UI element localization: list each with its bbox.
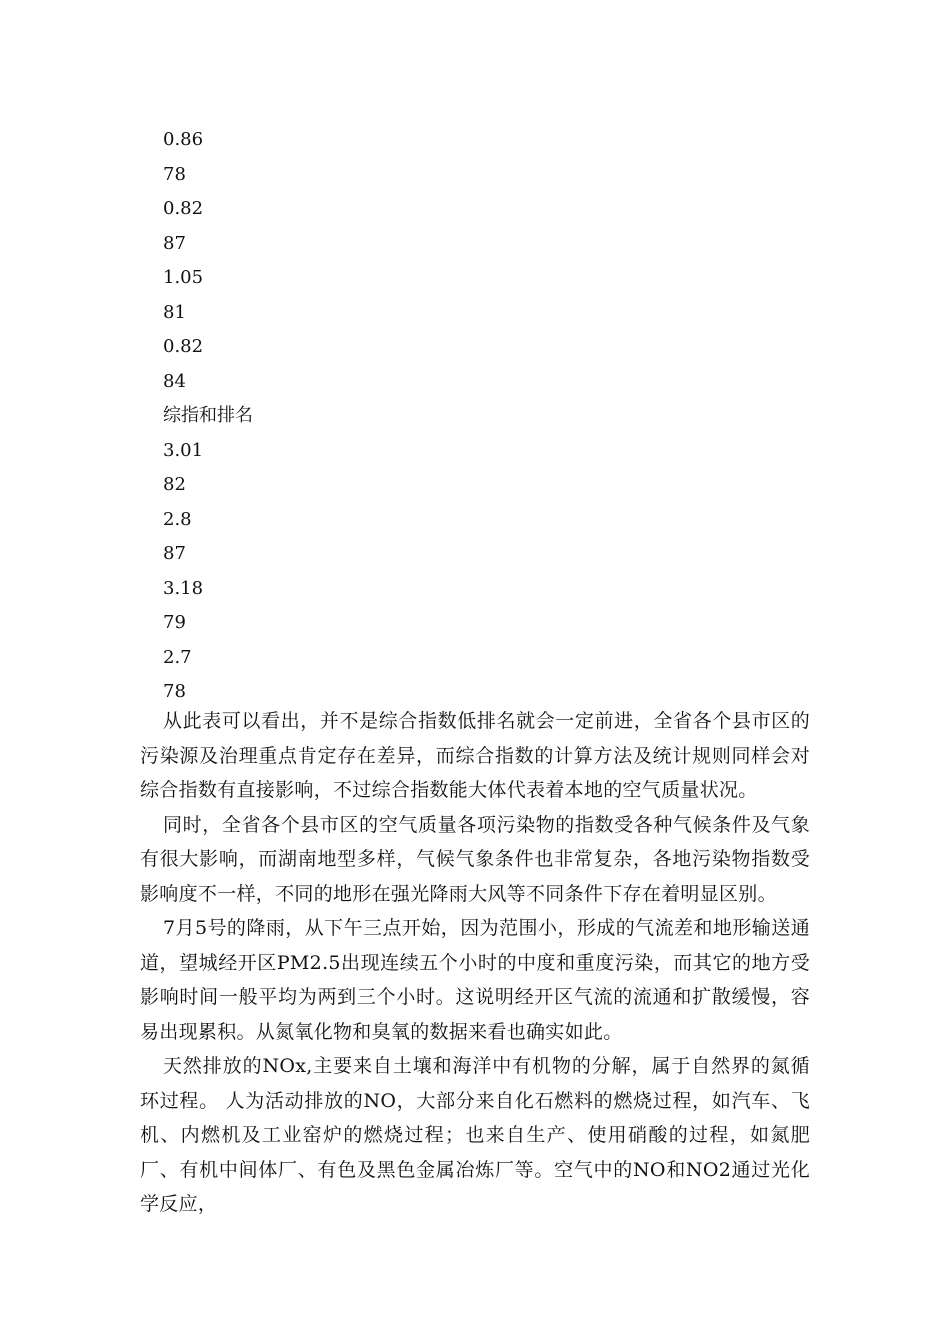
- value-line: 81: [163, 301, 186, 323]
- body-text: [140, 704, 810, 1222]
- value-line: 82: [163, 474, 186, 495]
- value-line: 87: [163, 232, 186, 254]
- paragraph: 从此表可以看出，并不是综合指数低排名就会一定前进，全省各个县市区的污染源及治理重点肯定存在差异，而综合指数的计算方法及统计规则同样会对综合指数有直接影响，不过综合指数能大体代表着本地的空气质量状况。: [140, 710, 810, 801]
- value-line: 3.18: [163, 577, 204, 599]
- value-line: 78: [163, 163, 186, 185]
- value-line: 84: [163, 370, 186, 392]
- value-line: 79: [163, 612, 186, 633]
- value-line: 2.7: [163, 646, 192, 668]
- value-line: 0.82: [163, 336, 204, 357]
- value-line: 3.01: [163, 439, 204, 461]
- paragraph: 同时，全省各个县市区的空气质量各项污染物的指数受各种气候条件及气象有很大影响，而湖南地型多样，气候气象条件也非常复杂，各地污染物指数受影响度不一样，不同的地形在强光降雨大风等不同条件下存在着明显区别。: [140, 813, 810, 905]
- value-line: 78: [163, 681, 186, 702]
- value-line: 1.05: [163, 267, 204, 288]
- value-line: 0.86: [163, 129, 204, 150]
- section-label: 综指和排名: [163, 405, 253, 426]
- paragraph: 天然排放的NOx,主要来自土壤和海洋中有机物的分解，属于自然界的氮循环过程。 人为活动排放的NO，大部分来自化石燃料的燃烧过程，如汽车、飞机、内燃机及工业窑炉的燃烧过程；也来自生产、使用硝酸的过程，如氮肥厂、有机中间体厂、有色及黑色金属冶炼厂等。空气中的NO和NO2通过光化学反应，: [140, 1055, 810, 1215]
- value-line: 2.8: [163, 508, 192, 530]
- table-values-list: [163, 123, 803, 710]
- value-line: 0.82: [163, 198, 204, 219]
- paragraph: 7月5号的降雨，从下午三点开始，因为范围小，形成的气流差和地形输送通道，望城经开区PM2.5出现连续五个小时的中度和重度污染，而其它的地方受影响时间一般平均为两到三个小时。这说明经开区气流的流通和扩散缓慢，容易出现累积。从氮氧化物和臭氧的数据来看也确实如此。: [140, 917, 810, 1043]
- value-line: 87: [163, 543, 186, 564]
